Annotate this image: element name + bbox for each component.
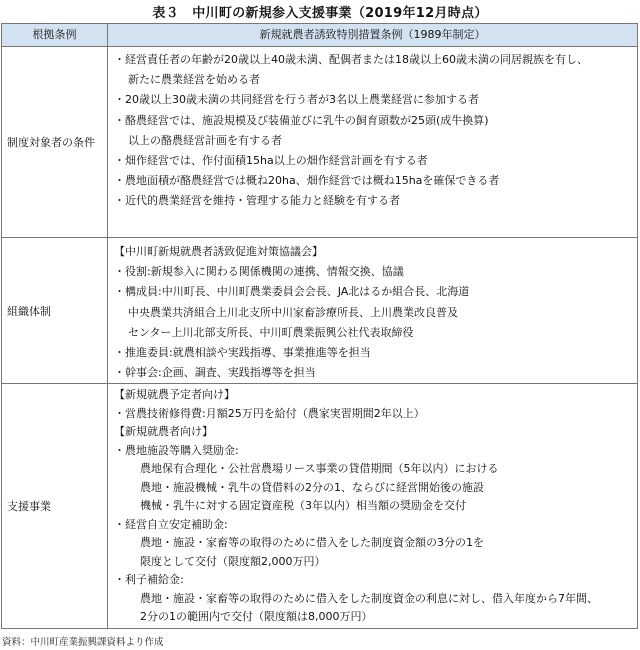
row-label: 組織体制 [2, 238, 108, 383]
list-item: ・経営自立安定補助金: [114, 517, 228, 531]
list-item: ・推進委員:就農相談や実践指導、事業推進等を担当 [114, 346, 371, 360]
list-item-detail: 農地保有合理化・公社営農場リース事業の貸借期間（5年以内）における [140, 462, 499, 475]
list-item: ・利子補給金: [114, 573, 184, 586]
list-item: ・営農技術修得費:月額25万円を給付（農家実習期間2年以上） [114, 406, 425, 420]
header-ordinance: 新規就農者誘致特別措置条例（1989年制定） [259, 28, 486, 41]
list-item-continuation: 中央農業共済組合上川北支所中川家畜診療所長、上川農業改良普及 [128, 305, 458, 319]
table-title: 表３ 中川町の新規参入支援事業（2019年12月時点） [152, 6, 488, 21]
list-item: ・農地面積が酪農経営では概ね20ha、畑作経営では概ね15haを確保できる者 [114, 174, 500, 188]
list-item-continuation: 新たに農業経営を始める者 [128, 73, 260, 87]
list-item-detail: 農地・施設機械・乳牛の貸借料の2分の1、ならびに経営開始後の施設 [140, 480, 484, 494]
row-support-programs [2, 384, 637, 628]
list-heading: 【新規就農予定者向け】 [114, 388, 235, 401]
row-organization [2, 238, 637, 384]
list-item: ・経営責任者の年齢が20歳以上40歳未満、配偶者または18歳以上60歳未満の同居親族を有し、 [114, 53, 588, 66]
list-item-detail: 農地・施設・家畜等の取得のために借入をした制度資金額の3分の1を [140, 536, 484, 549]
row-label: 支援事業 [2, 384, 108, 628]
list-heading: 【中川町新規就農者誘致促進対策協議会】 [114, 245, 323, 258]
list-item: ・20歳以上30歳未満の共同経営を行う者が3名以上農業経営に参加する者 [114, 93, 479, 107]
list-item-continuation: センター上川北部支所長、中川町農業振興公社代表取締役 [128, 325, 414, 339]
list-item: ・農地施設等購入奨励金: [114, 443, 239, 457]
list-item-detail: 限度として交付（限度額2,000万円） [140, 554, 326, 568]
list-item: ・酪農経営では、施設規模及び装備並びに乳牛の飼育頭数が25頭(成牛換算) [114, 113, 489, 127]
row-content [108, 238, 637, 383]
row-content [108, 384, 637, 628]
row-label: 制度対象者の条件 [2, 46, 108, 237]
list-item-continuation: 以上の酪農経営計画を有する者 [128, 133, 282, 147]
list-item-detail: 農地・施設・家畜等の取得のために借入をした制度資金の利息に対し、借入年度から7年間、 [140, 591, 598, 605]
list-item: ・畑作経営では、作付面積15ha以上の畑作経営計画を有する者 [114, 154, 428, 168]
table-header [2, 24, 637, 47]
list-item: ・構成員:中川町長、中川町農業委員会会長、JA北はるか組合長、北海道 [114, 285, 470, 299]
row-content [108, 46, 637, 237]
source-note: 資料：中川町産業振興課資料より作成 [2, 637, 164, 648]
list-heading: 【新規就農者向け】 [114, 425, 213, 438]
list-item-detail: 機械・乳牛に対する固定資産税（3年以内）相当額の奨励金を交付 [140, 499, 466, 512]
row-eligibility [2, 46, 637, 238]
support-table [1, 23, 638, 629]
list-item: ・近代的農業経営を維持・管理する能力と経験を有する者 [114, 194, 400, 208]
header-basis-label: 根拠条例 [2, 24, 108, 46]
list-item: ・役割:新規参入に関わる関係機関の連携、情報交換、協議 [114, 265, 404, 279]
list-item: ・幹事会:企画、調査、実践指導等を担当 [114, 366, 316, 380]
list-item-detail: 2分の1の範囲内で交付（限度額は8,000万円） [140, 610, 373, 623]
